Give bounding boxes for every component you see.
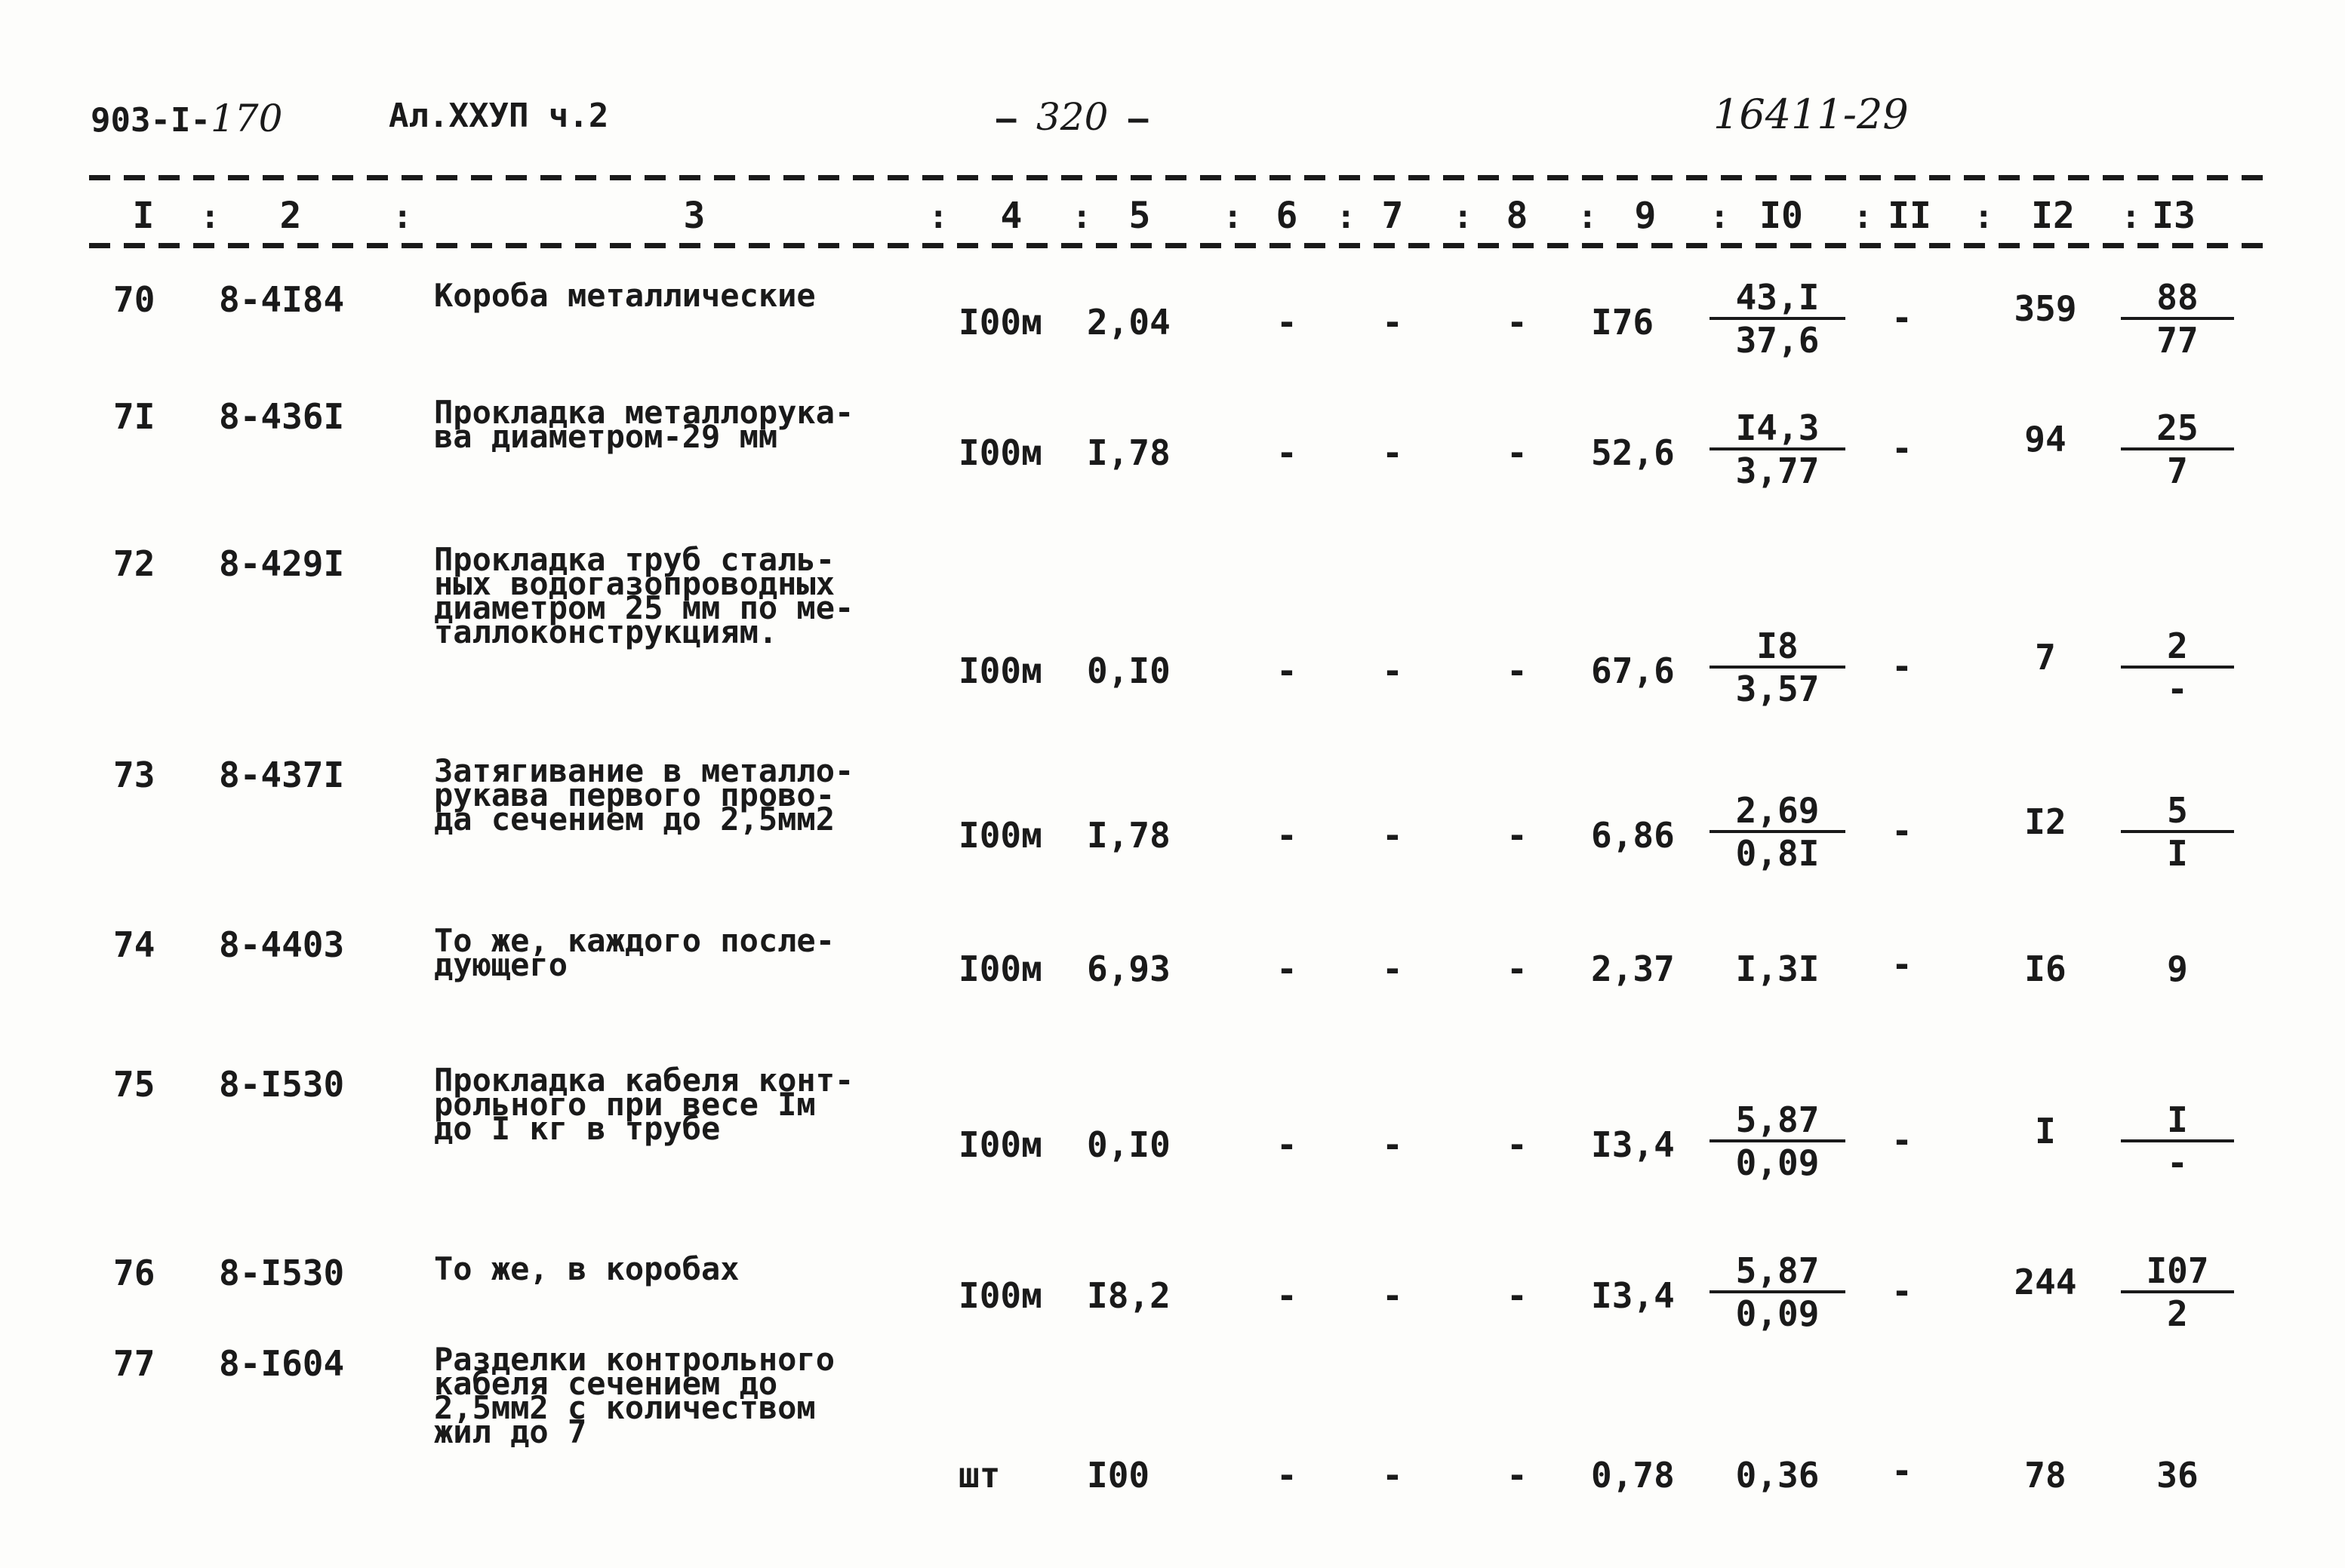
column-separator: : — [2121, 198, 2141, 236]
col11-value: - — [1891, 1450, 1913, 1491]
unit-cost: I3,4 — [1591, 1275, 1675, 1316]
quantity: 2,04 — [1087, 302, 1171, 343]
column-header-6: 6 — [1276, 195, 1298, 237]
col11-value: - — [1891, 1120, 1913, 1161]
unit-cost-split: I,3I — [1735, 948, 1820, 989]
column-separator: : — [928, 198, 949, 236]
total-cost-split-denominator: I — [2167, 833, 2188, 874]
column-separator: : — [1853, 198, 1873, 236]
total-cost-split-denominator: 77 — [2156, 320, 2199, 361]
col8-value: - — [1506, 1275, 1528, 1316]
col7-value: - — [1382, 1275, 1403, 1316]
col6-value: - — [1276, 650, 1297, 691]
quantity: I,78 — [1087, 432, 1171, 473]
column-header-4: 4 — [1000, 195, 1023, 237]
column-header-7: 7 — [1381, 195, 1404, 237]
total-cost-split-denominator: 2 — [2167, 1293, 2188, 1334]
quantity: I,78 — [1087, 815, 1171, 856]
unit-of-measure: I00м — [959, 1275, 1042, 1316]
column-header-8: 8 — [1506, 195, 1528, 237]
norm-code: 8-4I84 — [219, 279, 345, 320]
unit-cost-split — [1710, 1099, 1845, 1183]
column-header-10: I0 — [1759, 195, 1803, 237]
unit-cost-split-numerator: 2,69 — [1710, 792, 1845, 833]
col6-value: - — [1276, 1275, 1297, 1316]
total-cost-split — [2121, 1250, 2234, 1334]
row-number: 7I — [113, 396, 155, 437]
col7-value: - — [1382, 1124, 1403, 1165]
total-cost-split-denominator: 7 — [2167, 450, 2188, 491]
col6-value: - — [1276, 948, 1297, 989]
col8-value: - — [1506, 650, 1528, 691]
unit-cost: 67,6 — [1591, 650, 1675, 691]
quantity: 0,I0 — [1087, 650, 1171, 691]
unit-cost-split — [1710, 1250, 1845, 1334]
unit-cost-split-denominator: 0,8I — [1735, 833, 1820, 874]
col6-value: - — [1276, 815, 1297, 856]
unit-cost: I76 — [1591, 302, 1654, 343]
total-cost: 244 — [2014, 1262, 2077, 1302]
unit-cost-split-numerator: 5,87 — [1710, 1253, 1845, 1293]
work-description: Короба металлические — [434, 277, 816, 314]
col7-value: - — [1382, 948, 1403, 989]
col8-value: - — [1506, 1455, 1528, 1496]
row-number: 72 — [113, 543, 155, 584]
col7-value: - — [1382, 650, 1403, 691]
quantity: 6,93 — [1087, 948, 1171, 989]
total-cost: I6 — [2024, 948, 2066, 989]
total-cost-split: 36 — [2156, 1455, 2199, 1496]
unit-cost-split — [1710, 628, 1845, 709]
unit-of-measure: I00м — [959, 815, 1042, 856]
quantity: I8,2 — [1087, 1275, 1171, 1316]
col7-value: - — [1382, 432, 1403, 473]
col7-value: - — [1382, 1455, 1403, 1496]
work-description: Разделки контрольного кабеля сечением до 2,5мм2 с количеством жил до 7 — [434, 1341, 836, 1450]
col8-value: - — [1506, 302, 1528, 343]
column-header-12: I2 — [2031, 195, 2075, 237]
column-separator: : — [1710, 198, 1730, 236]
total-cost: 94 — [2024, 419, 2066, 460]
quantity: I00 — [1087, 1455, 1150, 1496]
col7-value: - — [1382, 302, 1403, 343]
column-separator: : — [392, 198, 413, 236]
column-header-13: I3 — [2152, 195, 2196, 237]
column-header-5: 5 — [1128, 195, 1151, 237]
column-header-3: 3 — [683, 195, 706, 237]
unit-cost-split — [1710, 279, 1845, 361]
total-cost-split-numerator: I — [2121, 1102, 2234, 1142]
unit-of-measure: I00м — [959, 650, 1042, 691]
header-rule-top — [89, 175, 2270, 180]
work-description: Прокладка труб сталь- ных водогазопроводных диаметром 25 мм по ме- таллоконструкциям. — [434, 541, 854, 650]
total-cost-split-numerator: I07 — [2121, 1253, 2234, 1293]
unit-of-measure: I00м — [959, 948, 1042, 989]
work-description: Прокладка металлорука- ва диаметром-29 мм — [434, 394, 854, 455]
total-cost-split-numerator: 2 — [2121, 628, 2234, 669]
column-separator: : — [1577, 198, 1598, 236]
unit-cost-split-denominator: 37,6 — [1735, 320, 1820, 361]
row-number: 75 — [113, 1064, 155, 1105]
album-label: Ал.ХХУП ч.2 — [389, 97, 609, 135]
col8-value: - — [1506, 948, 1528, 989]
unit-cost-split-denominator: 3,57 — [1735, 669, 1820, 709]
col11-value: - — [1891, 810, 1913, 851]
total-cost-split-denominator: - — [2167, 1142, 2188, 1183]
work-description: То же, в коробах — [434, 1250, 740, 1287]
unit-cost-split — [1710, 792, 1845, 874]
total-cost-split — [2121, 1099, 2234, 1183]
total-cost-split — [2121, 279, 2234, 361]
col8-value: - — [1506, 432, 1528, 473]
unit-cost: 0,78 — [1591, 1455, 1675, 1496]
column-header-1: I — [132, 195, 155, 237]
col8-value: - — [1506, 1124, 1528, 1165]
norm-code: 8-436I — [219, 396, 345, 437]
unit-cost-split-numerator: 5,87 — [1710, 1102, 1845, 1142]
document-code-prefix: 903-I- — [91, 101, 211, 140]
row-number: 73 — [113, 755, 155, 795]
inventory-number: 16411-29 — [1713, 91, 1909, 138]
unit-cost-split-numerator: I8 — [1710, 628, 1845, 669]
column-header-11: II — [1888, 195, 1931, 237]
norm-code: 8-I604 — [219, 1343, 345, 1384]
col6-value: - — [1276, 1455, 1297, 1496]
col7-value: - — [1382, 815, 1403, 856]
work-description: Прокладка кабеля конт- рольного при весе Iм до I кг в трубе — [434, 1062, 854, 1147]
total-cost-split-numerator: 5 — [2121, 792, 2234, 833]
total-cost-split-denominator: - — [2167, 669, 2188, 709]
total-cost-split-numerator: 25 — [2121, 410, 2234, 450]
unit-cost-split-denominator: 0,09 — [1735, 1293, 1820, 1334]
work-description: Затягивание в металло- рукава первого прово- да сечением до 2,5мм2 — [434, 752, 854, 838]
row-number: 74 — [113, 924, 155, 965]
work-description: То же, каждого после- дующего — [434, 922, 836, 983]
unit-cost-split-numerator: 43,I — [1710, 279, 1845, 320]
col11-value: - — [1891, 646, 1913, 687]
column-separator: : — [1453, 198, 1473, 236]
col6-value: - — [1276, 302, 1297, 343]
header-rule-bottom — [89, 243, 2270, 248]
col11-value: - — [1891, 1271, 1913, 1311]
column-header-9: 9 — [1634, 195, 1657, 237]
unit-of-measure: I00м — [959, 1124, 1042, 1165]
row-number: 76 — [113, 1253, 155, 1293]
unit-cost-split-denominator: 3,77 — [1735, 450, 1820, 491]
norm-code: 8-429I — [219, 543, 345, 584]
col11-value: - — [1891, 428, 1913, 469]
col8-value: - — [1506, 815, 1528, 856]
page-number-value: 320 — [1036, 95, 1109, 139]
column-header-2: 2 — [279, 195, 302, 237]
total-cost-split — [2121, 407, 2234, 491]
total-cost-split-numerator: 88 — [2121, 279, 2234, 320]
total-cost: 359 — [2014, 288, 2077, 329]
col11-value: - — [1891, 297, 1913, 338]
unit-cost: I3,4 — [1591, 1124, 1675, 1165]
row-number: 70 — [113, 279, 155, 320]
unit-cost-split-numerator: I4,3 — [1710, 410, 1845, 450]
norm-code: 8-4403 — [219, 924, 345, 965]
unit-cost-split: 0,36 — [1735, 1455, 1820, 1496]
total-cost: I — [2035, 1111, 2056, 1151]
unit-cost-split-denominator: 0,09 — [1735, 1142, 1820, 1183]
column-separator: : — [200, 198, 220, 236]
column-separator: : — [1072, 198, 1092, 236]
col6-value: - — [1276, 432, 1297, 473]
row-number: 77 — [113, 1343, 155, 1384]
document-code-handwritten: 170 — [210, 97, 283, 140]
norm-code: 8-I530 — [219, 1253, 345, 1293]
unit-of-measure: I00м — [959, 302, 1042, 343]
column-separator: : — [1223, 198, 1243, 236]
total-cost-split: 9 — [2167, 948, 2188, 989]
total-cost: I2 — [2024, 801, 2066, 842]
total-cost-split — [2121, 792, 2234, 874]
unit-of-measure: I00м — [959, 432, 1042, 473]
norm-code: 8-I530 — [219, 1064, 345, 1105]
unit-cost-split — [1710, 407, 1845, 491]
unit-cost: 52,6 — [1591, 432, 1675, 473]
quantity: 0,I0 — [1087, 1124, 1171, 1165]
column-separator: : — [1336, 198, 1356, 236]
column-separator: : — [1974, 198, 1994, 236]
unit-of-measure: шт — [959, 1455, 1001, 1496]
unit-cost: 6,86 — [1591, 815, 1675, 856]
page-number: — 320 — — [996, 95, 1149, 139]
total-cost: 78 — [2024, 1455, 2066, 1496]
total-cost-split — [2121, 628, 2234, 709]
col11-value: - — [1891, 944, 1913, 985]
norm-code: 8-437I — [219, 755, 345, 795]
unit-cost: 2,37 — [1591, 948, 1675, 989]
total-cost: 7 — [2035, 637, 2056, 678]
col6-value: - — [1276, 1124, 1297, 1165]
document-code — [91, 97, 282, 140]
